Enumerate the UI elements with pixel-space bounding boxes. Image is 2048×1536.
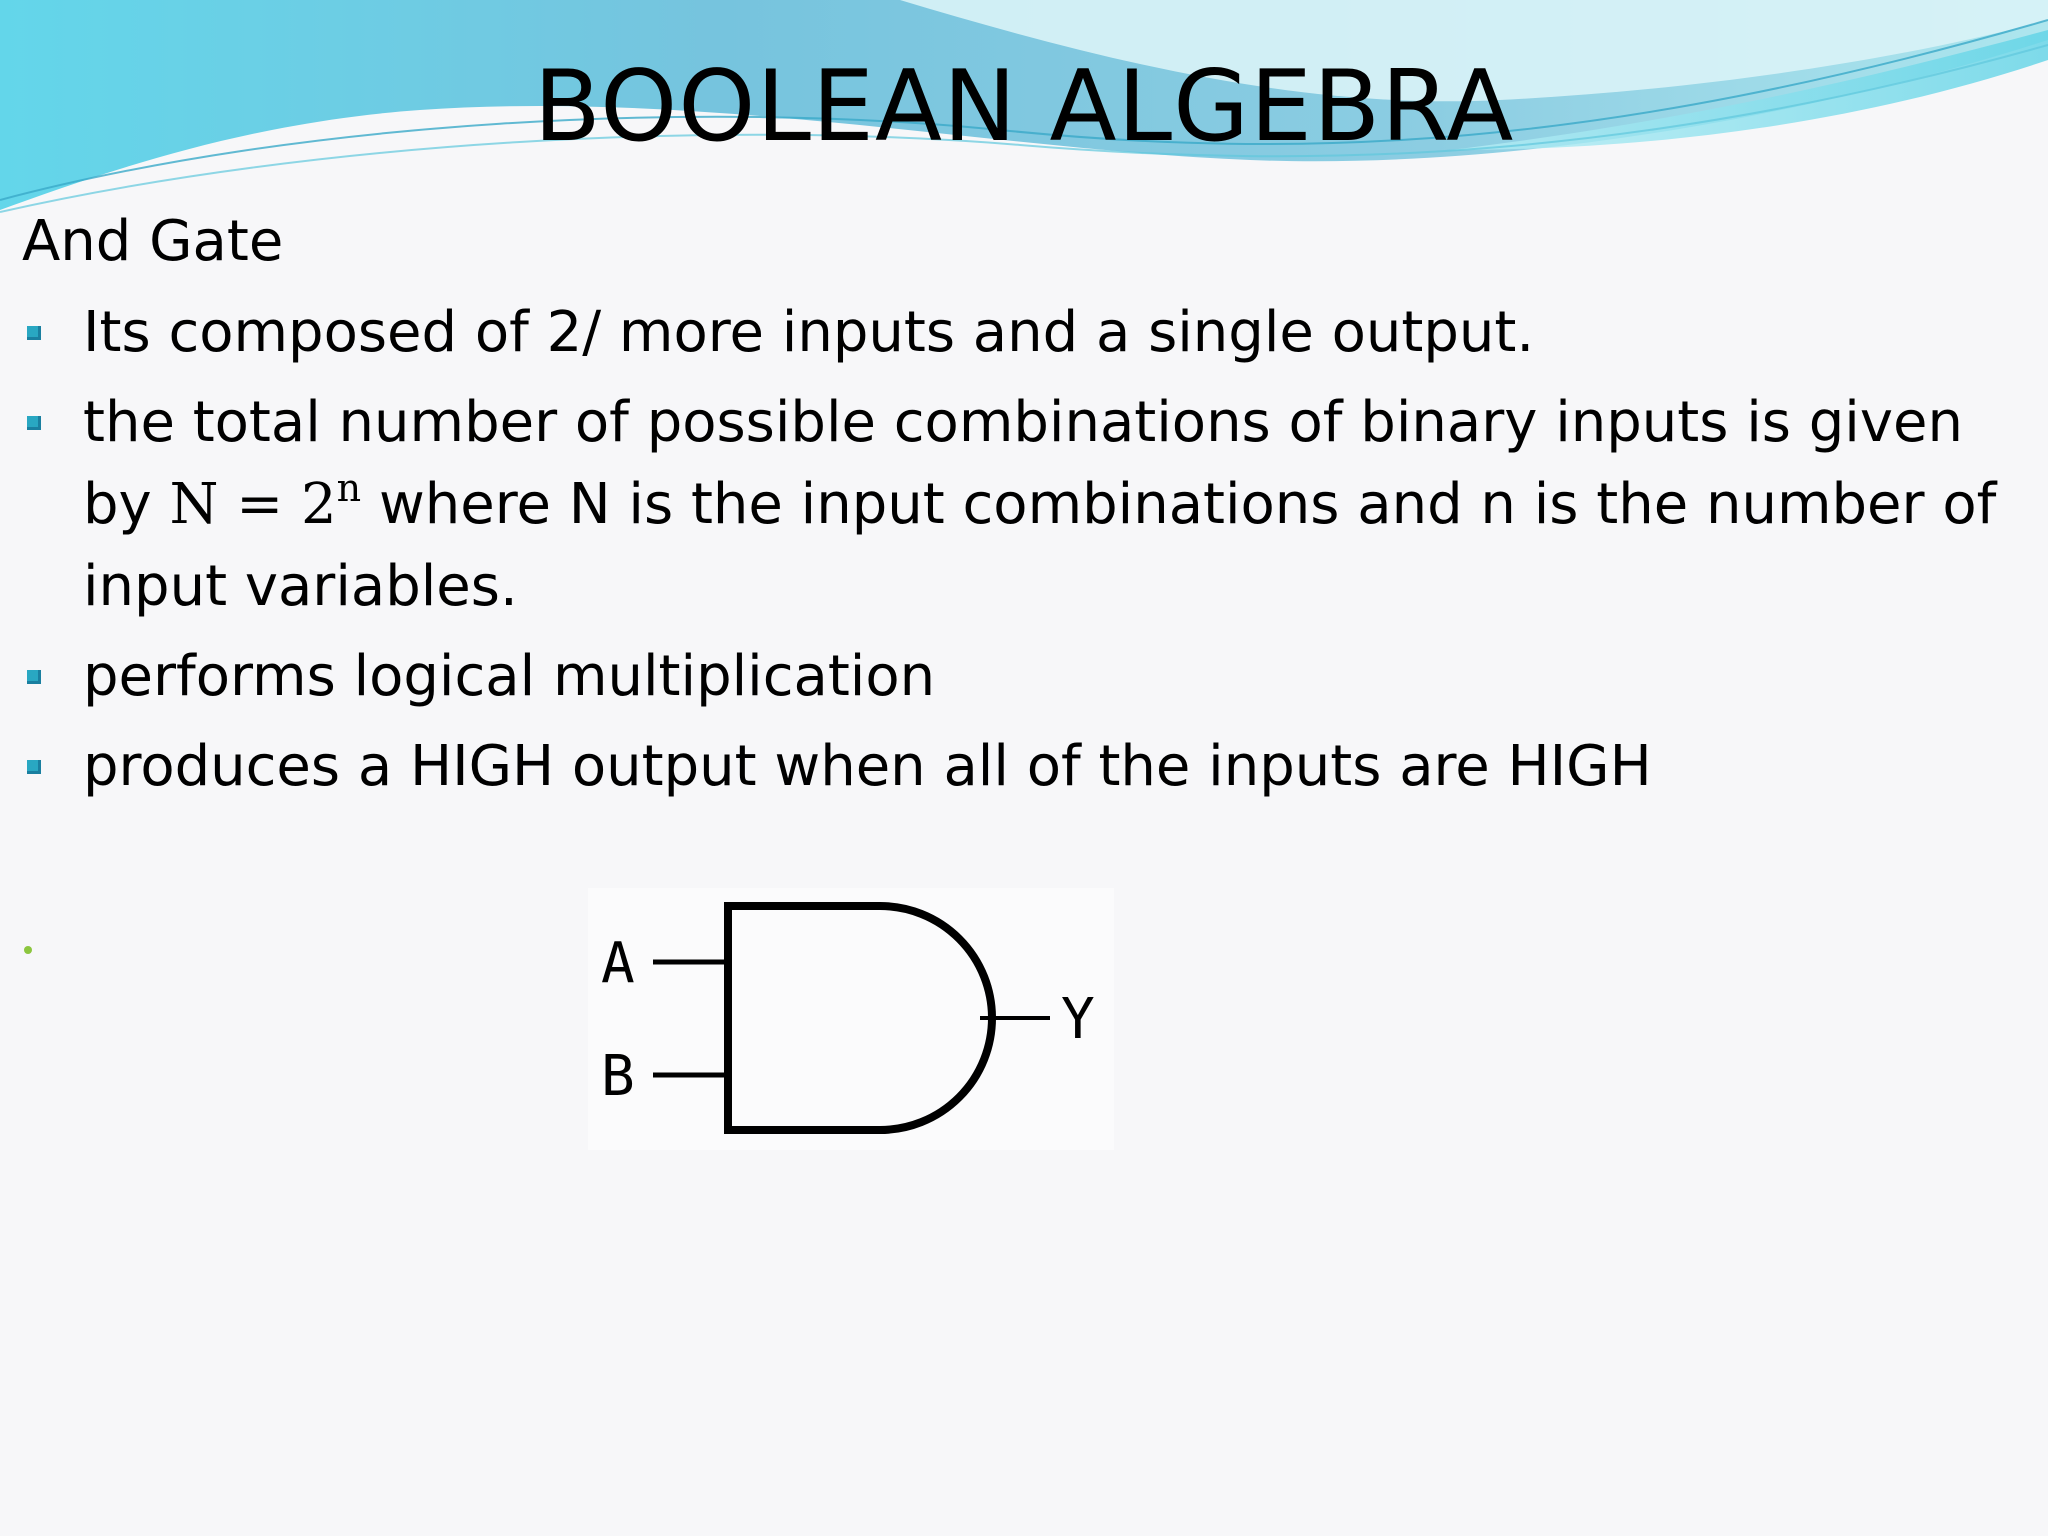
bullet-text: produces a HIGH output when all of the inputs are HIGH bbox=[83, 734, 1652, 799]
bullet-text-after: where N is the input combinations and n is the number of input variables. bbox=[83, 472, 1997, 619]
input-a-label: A bbox=[601, 931, 635, 996]
formula bbox=[169, 466, 362, 537]
slide-title: BOOLEAN ALGEBRA bbox=[533, 50, 1515, 164]
input-b-label: B bbox=[601, 1044, 635, 1109]
section-subtitle: And Gate bbox=[22, 209, 284, 274]
bullet-item-combinations bbox=[0, 382, 2000, 628]
bullet-item-multiplication bbox=[0, 636, 2000, 718]
formula-exponent: n bbox=[336, 466, 362, 510]
bullet-text: performs logical multiplication bbox=[83, 644, 936, 709]
square-bullet-icon bbox=[27, 670, 41, 684]
bullet-list bbox=[0, 292, 2000, 816]
output-y-label: Y bbox=[1061, 987, 1095, 1052]
empty-bullet-dot bbox=[24, 946, 32, 954]
bullet-text: Its composed of 2/ more inputs and a single output. bbox=[83, 300, 1535, 365]
and-gate-icon bbox=[588, 888, 1114, 1150]
bullet-item-high-output bbox=[0, 726, 2000, 808]
formula-base: N = 2 bbox=[169, 472, 337, 537]
bullet-item-inputs bbox=[0, 292, 2000, 374]
and-gate-body bbox=[728, 906, 992, 1130]
square-bullet-icon bbox=[27, 760, 41, 774]
bullet-text-before: the total number of possible combinations of binary inputs is given by bbox=[83, 390, 1963, 537]
square-bullet-icon bbox=[27, 326, 41, 340]
square-bullet-icon bbox=[27, 416, 41, 430]
